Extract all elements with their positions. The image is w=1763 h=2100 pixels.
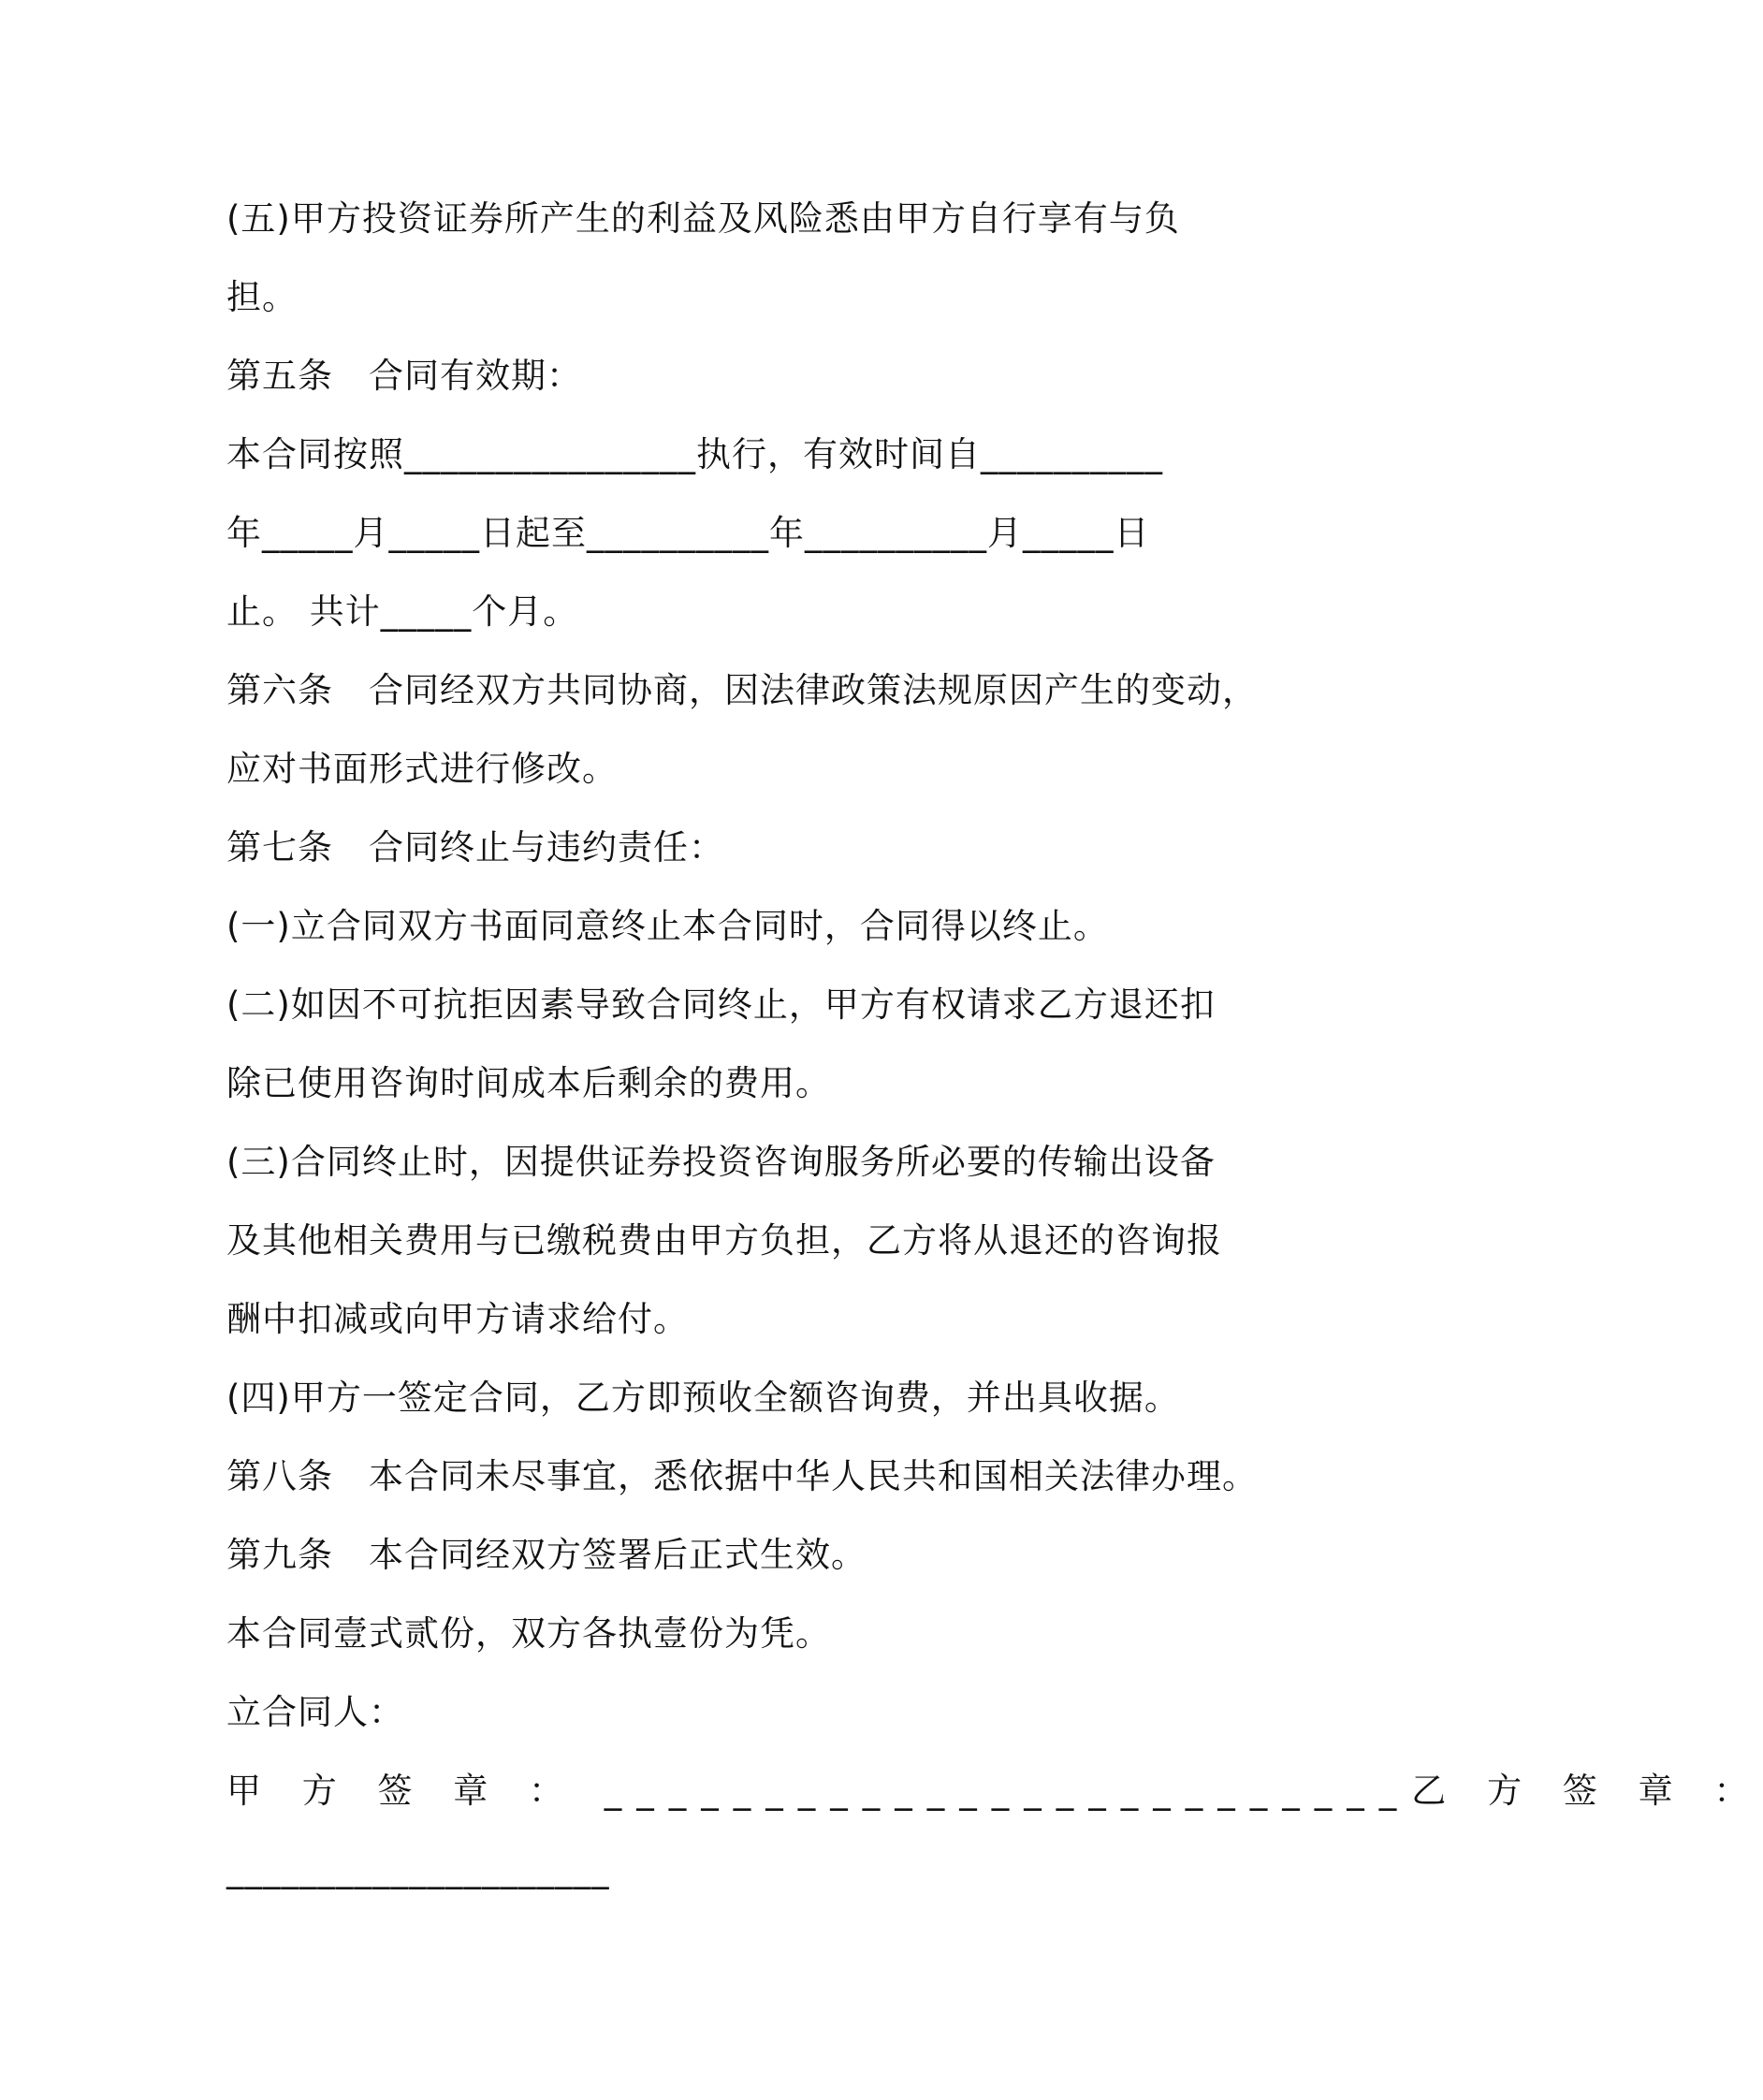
clause-5-5-line-1: (五)甲方投资证券所产生的利益及风险悉由甲方自行享有与负	[226, 198, 1180, 239]
parties-label: 立合同人：	[226, 1692, 404, 1732]
clause-7-3-line-1: (三)合同终止时，因提供证券投资咨询服务所必要的传输出设备	[226, 1142, 1216, 1182]
clause-5-5-line-2: 担。	[226, 277, 298, 317]
validity-line-3: 止。 共计_____个月。	[226, 591, 579, 632]
article-7-heading: 第七条 合同终止与违约责任：	[226, 827, 724, 868]
signature-line: 甲 方 签 章 ： _________________________乙 方 签 章 ：	[226, 1771, 1763, 1811]
article-8: 第八条 本合同未尽事宜，悉依据中华人民共和国相关法律办理。	[226, 1456, 1258, 1496]
article-5-heading: 第五条 合同有效期：	[226, 356, 582, 396]
clause-7-3-line-2: 及其他相关费用与已缴税费由甲方负担，乙方将从退还的咨询报	[226, 1220, 1222, 1261]
article-9: 第九条 本合同经双方签署后正式生效。	[226, 1535, 867, 1575]
article-6-line-1: 第六条 合同经双方共同协商，因法律政策法规原因产生的变动，	[226, 670, 1258, 710]
clause-7-2-line-2: 除已使用咨询时间成本后剩余的费用。	[226, 1063, 831, 1103]
validity-line-2: 年_____月_____日起至__________年__________月_____日	[226, 513, 1150, 553]
article-6-line-2: 应对书面形式进行修改。	[226, 749, 618, 789]
clause-7-3-line-3: 酬中扣减或向甲方请求给付。	[226, 1299, 689, 1339]
copies-statement: 本合同壹式贰份，双方各执壹份为凭。	[226, 1613, 831, 1654]
contract-body	[226, 180, 1763, 1909]
validity-line-1: 本合同按照________________执行，有效时间自__________	[226, 434, 1163, 474]
clause-7-4: (四)甲方一签定合同，乙方即预收全额咨询费，并出具收据。	[226, 1378, 1180, 1418]
signature-blank: _____________________	[226, 1849, 610, 1889]
clause-7-1: (一)立合同双方书面同意终止本合同时，合同得以终止。	[226, 906, 1109, 946]
clause-7-2-line-1: (二)如因不可抗拒因素导致合同终止，甲方有权请求乙方退还扣	[226, 984, 1216, 1025]
